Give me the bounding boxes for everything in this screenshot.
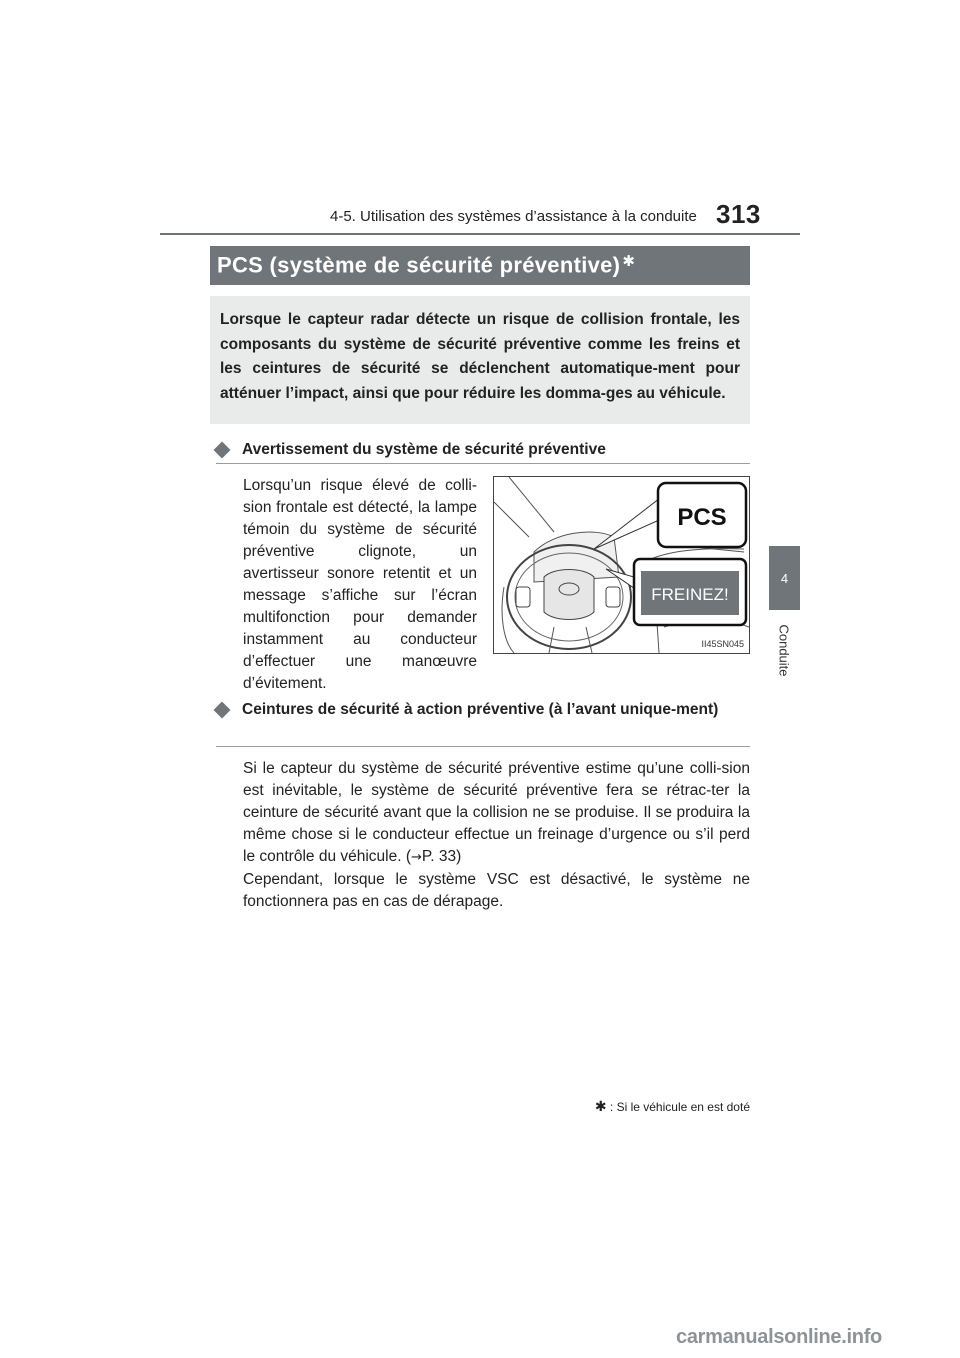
belts-body (243, 758, 750, 913)
footnote (578, 1098, 750, 1115)
page-reference-link[interactable]: P. 33) (421, 848, 462, 865)
intro-box (210, 296, 750, 424)
chapter-label (772, 610, 796, 690)
dashboard-illustration (493, 476, 750, 654)
intro-text: Lorsque le capteur radar détecte un risque de collision frontale, les composants du système de sécurité préventive comme les freins et les ceintures de sécurité se déclenchent automatique-ment pour atténuer l’impact, ainsi que pour réduire les domma-ges au véhicule. (220, 311, 740, 402)
chapter-number: 4 (780, 570, 789, 586)
section-title: 4-5. Utilisation des systèmes d’assistance à la conduite (330, 208, 697, 225)
warning-heading (216, 438, 750, 462)
footnote-text: : Si le véhicule en est doté (609, 1100, 750, 1114)
page-title: PCS (système de sécurité préventive) (217, 252, 621, 278)
asterisk-icon: ✱ (594, 1098, 607, 1114)
belts-paragraph-1 (243, 758, 750, 869)
section-divider (216, 746, 750, 747)
belts-paragraph-2: Cependant, lorsque le système VSC est désactivé, le système ne fonctionnera pas en cas de dérapage. (243, 871, 750, 910)
asterisk-icon: ✱ (622, 253, 635, 270)
image-code: II45SN045 (701, 639, 744, 649)
page-title-bar (210, 246, 750, 285)
chapter-tab[interactable] (769, 546, 800, 610)
belts-text-part1: Si le capteur du système de sécurité préventive estime qu’une colli-sion est inévitable, le système de sécurité préventive fera se rétrac-ter la ceinture de sécurité avant que la collision ne se produise. Il se produira la même chose si le conducteur effectue un freinage d’urgence ou s’il perd le contrôle du véhicule. ( (243, 760, 750, 865)
warning-heading-text: Avertissement du système de sécurité préventive (242, 441, 606, 458)
section-divider (216, 463, 750, 464)
warning-body: Lorsqu’un risque élevé de colli-sion frontale est détecté, la lampe témoin du système de sécurité préventive clignote, un avertisseur sonore retentit et un message s’affiche sur l’écran multifonction pour demander instamment au conducteur d’effectuer une manœuvre d’évitement. (243, 477, 477, 692)
pcs-indicator-label: PCS (677, 504, 727, 531)
dashboard-drawing (494, 477, 749, 653)
belts-heading (216, 698, 750, 722)
chapter-label-text: Conduite (776, 623, 792, 677)
right-arrow-icon: → (411, 850, 422, 865)
belts-heading-text: Ceintures de sécurité à action préventive (à l’avant unique-ment) (242, 701, 719, 718)
diamond-bullet-icon (214, 702, 231, 719)
diamond-bullet-icon (214, 442, 231, 459)
page-number: 313 (716, 199, 761, 229)
header-divider (160, 233, 800, 235)
brake-message-label: FREINEZ! (651, 585, 729, 604)
watermark: carmanualsonline.info (676, 1326, 882, 1348)
